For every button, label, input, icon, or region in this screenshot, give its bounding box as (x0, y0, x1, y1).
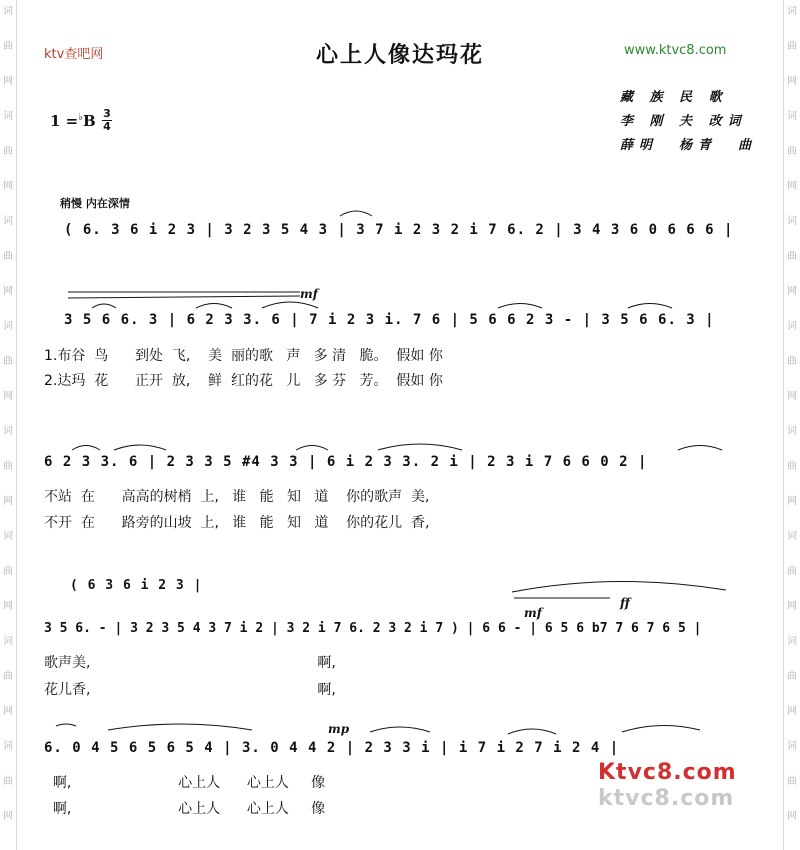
notation-row-1: ( 6. 3 6 i 2 3 | 3 2 3 5 4 3 | 3 7 i 2 3 2 i 7 6. 2 | 3 4 3 6 0 6 6 6 | (64, 222, 734, 238)
side-glyph: 曲 (787, 146, 797, 157)
dynamic-mark: mf (300, 287, 318, 301)
side-glyph: 曲 (3, 146, 13, 157)
side-glyph: 曲 (3, 356, 13, 367)
side-glyph: 网 (3, 811, 13, 822)
side-glyph: 词 (3, 216, 13, 227)
side-glyph: 曲 (3, 251, 13, 262)
side-glyph: 网 (787, 76, 797, 87)
tempo-marking: 稍慢 内在深情 (60, 197, 130, 210)
side-glyph: 网 (3, 391, 13, 402)
notation-row-5: 6. 0 4 5 6 5 6 5 4 | 3. 0 4 4 2 | 2 3 3 i | i 7 i 2 7 i 2 4 | (44, 740, 620, 756)
side-glyph: 网 (787, 391, 797, 402)
side-glyph: 网 (787, 181, 797, 192)
side-glyph: 词 (3, 111, 13, 122)
side-glyph: 网 (787, 286, 797, 297)
side-glyph: 词 (787, 321, 797, 332)
dynamic-mark: mp (328, 722, 350, 736)
side-glyph: 词 (787, 636, 797, 647)
credit-composer: 薛明 杨青 曲 (620, 138, 758, 153)
side-glyph: 曲 (787, 41, 797, 52)
lyric-verse-1: 不站 在 高高的树梢 上, 谁 能 知 道 你的歌声 美, (44, 489, 430, 505)
side-glyph: 曲 (3, 566, 13, 577)
watermark-logo-shadow: ktvc8.com (598, 786, 735, 811)
side-glyph: 网 (787, 601, 797, 612)
lyric-verse-1: 1.布谷 鸟 到处 飞, 美 丽的歌 声 多 清 脆。 假如 你 (44, 348, 443, 364)
side-glyph: 词 (3, 321, 13, 332)
notation-row-4: 3 5 6. - | 3 2 3 5 4 3 7 i 2 | 3 2 i 7 6. 2 3 2 i 7 ) | 6 6 - | 6 5 6 b7 7 6 7 6 5 | (44, 621, 702, 636)
side-glyph: 曲 (3, 776, 13, 787)
side-glyph: 网 (3, 601, 13, 612)
lyric-verse-2: 2.达玛 花 正开 放, 鲜 红的花 儿 多 芬 芳。 假如 你 (44, 373, 443, 389)
side-glyph: 词 (3, 6, 13, 17)
side-glyph: 曲 (787, 671, 797, 682)
dynamic-mark: ff (620, 596, 630, 610)
lyric-verse-1: 啊, 心上人 心上人 像 (44, 775, 326, 791)
side-glyph: 词 (3, 426, 13, 437)
side-glyph: 曲 (787, 251, 797, 262)
dynamic-mark: mf (524, 606, 542, 620)
side-glyph: 词 (3, 741, 13, 752)
side-glyph: 网 (787, 811, 797, 822)
side-glyph: 网 (3, 496, 13, 507)
side-glyph: 词 (3, 636, 13, 647)
side-glyph: 词 (787, 426, 797, 437)
site-url-right: www.ktvc8.com (624, 43, 727, 58)
key-signature: 1 =♭B (50, 112, 96, 130)
side-glyph: 网 (3, 286, 13, 297)
credit-origin: 藏 族 民 歌 (620, 90, 728, 105)
notation-row-4-upper: ( 6 3 6 i 2 3 | (70, 578, 203, 593)
notation-row-3: 6 2 3 3. 6 | 2 3 3 5 #4 3 3 | 6 i 2 3 3. 2 i | 2 3 i 7 6 6 0 2 | (44, 454, 648, 470)
lyric-verse-2: 花儿香, 啊, (44, 682, 336, 698)
side-glyph: 词 (787, 6, 797, 17)
side-glyph: 词 (787, 216, 797, 227)
side-glyph: 网 (3, 706, 13, 717)
time-signature: 3 4 (103, 107, 111, 133)
song-title: 心上人像达玛花 (315, 42, 484, 68)
side-glyph: 词 (787, 531, 797, 542)
side-glyph: 曲 (787, 461, 797, 472)
side-glyph: 曲 (3, 41, 13, 52)
lyric-verse-2: 啊, 心上人 心上人 像 (44, 801, 326, 817)
side-glyph: 词 (787, 741, 797, 752)
side-glyph: 网 (3, 76, 13, 87)
side-glyph: 词 (3, 531, 13, 542)
watermark-logo: Ktvc8.com (598, 760, 737, 785)
lyric-verse-1: 歌声美, 啊, (44, 655, 336, 671)
side-glyph: 曲 (3, 671, 13, 682)
site-name-left: ktv查吧网 (44, 47, 104, 62)
side-glyph: 曲 (787, 356, 797, 367)
notation-row-2: 3 5 6 6. 3 | 6 2 3 3. 6 | 7 i 2 3 i. 7 6 | 5 6 6 2 3 - | 3 5 6 6. 3 | (64, 312, 715, 328)
side-glyph: 网 (787, 496, 797, 507)
side-glyph: 曲 (787, 566, 797, 577)
side-glyph: 网 (787, 706, 797, 717)
side-glyph: 曲 (3, 461, 13, 472)
side-glyph: 曲 (787, 776, 797, 787)
lyric-verse-2: 不开 在 路旁的山坡 上, 谁 能 知 道 你的花儿 香, (44, 515, 430, 531)
credit-lyricist: 李 刚 夫 改词 (620, 114, 747, 129)
side-glyph: 词 (787, 111, 797, 122)
side-glyph: 网 (3, 181, 13, 192)
